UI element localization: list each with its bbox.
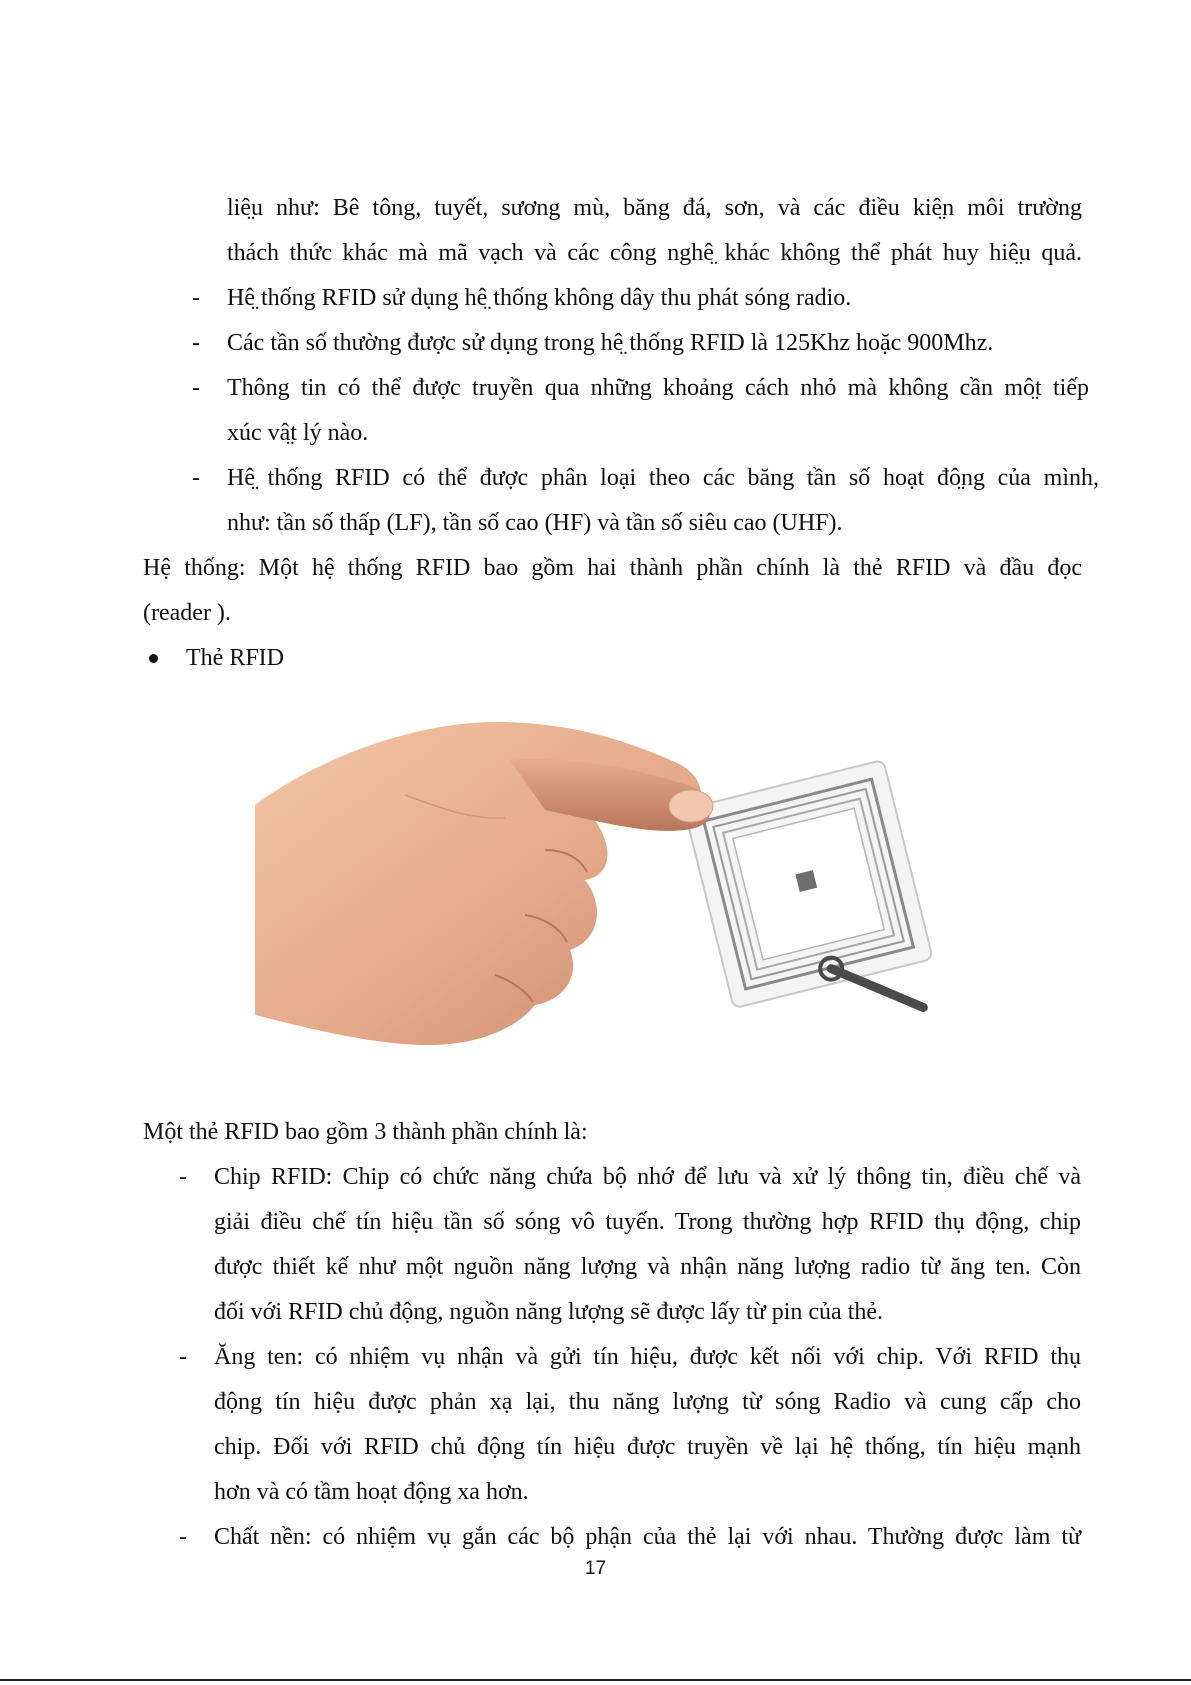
list-item-text: Các tần số thường được sử dụng trong hê̤ thống RFID là 125Khz hoặc 900Mhz. xyxy=(227,330,994,356)
list-dash: - xyxy=(192,375,200,401)
list-item-text: Chất nền: có nhiệm vụ gắn các bộ phận của thẻ lại với nhau. Thường được làm từ xyxy=(214,1524,1081,1550)
list-item-text: giải điều chế tín hiệu tần số sóng vô tuyến. Trong thường hợp RFID thụ động, chip xyxy=(214,1209,1081,1235)
text-line: liê̤u như: Bê tông, tuyết, sương mù, băng đá, sơn, và các điều kiê̤n môi trường xyxy=(227,195,1082,221)
list-item-text: hơn và có tầm hoạt động xa hơn. xyxy=(214,1479,529,1505)
list-dash: - xyxy=(192,285,200,311)
paragraph-line: (reader ). xyxy=(143,600,231,626)
list-dash: - xyxy=(179,1164,187,1190)
hand-holding-rfid-tag-icon xyxy=(255,700,935,1078)
list-item-text: như: tần số thấp (LF), tần số cao (HF) và tần số siêu cao (UHF). xyxy=(227,510,843,536)
list-item-text: Ăng ten: có nhiệm vụ nhận và gửi tín hiệu, được kết nối với chip. Với RFID thụ xyxy=(214,1344,1081,1370)
list-item-text: Hê̤ thống RFID có thể được phân loại theo các băng tần số hoạt đô̤ng của mình, xyxy=(227,465,1099,491)
paragraph-line: Một thẻ RFID bao gồm 3 thành phần chính là: xyxy=(143,1119,588,1145)
list-item-text: Chip RFID: Chip có chức năng chứa bộ nhớ để lưu và xử lý thông tin, điều chế và xyxy=(214,1164,1081,1190)
bullet-item-text: Thẻ RFID xyxy=(186,645,284,671)
list-item-text: được thiết kế như một nguồn năng lượng và nhận năng lượng radio từ ăng ten. Còn xyxy=(214,1254,1081,1280)
rfid-tag-photo xyxy=(255,700,935,1078)
bullet-icon xyxy=(149,654,158,663)
footer-divider xyxy=(0,1679,1191,1681)
list-item-text: động tín hiệu được phản xạ lại, thu năng lượng từ sóng Radio và cung cấp cho xyxy=(214,1389,1081,1415)
list-dash: - xyxy=(192,330,200,356)
text-line: thách thức khác mà mã vạch và các công nghê̤ khác không thể phát huy hiê̤u quả. xyxy=(227,240,1082,266)
page-number: 17 xyxy=(584,1558,607,1579)
list-item-text: Hê̤ thống RFID sử dụng hê̤ thống không dây thu phát sóng radio. xyxy=(227,285,852,311)
list-item-text: xúc vâ̤t lý nào. xyxy=(227,420,369,446)
list-item-text: đối với RFID chủ động, nguồn năng lượng sẽ được lấy từ pin của thẻ. xyxy=(214,1299,884,1325)
list-dash: - xyxy=(192,465,200,491)
list-item-text: chip. Đối với RFID chủ động tín hiệu được truyền về lại hệ thống, tín hiệu mạnh xyxy=(214,1434,1081,1460)
list-item-text: Thông tin có thể được truyền qua những khoảng cách nhỏ mà không cần mô̤t tiếp xyxy=(227,375,1089,401)
list-dash: - xyxy=(179,1344,187,1370)
list-dash: - xyxy=(179,1524,187,1550)
paragraph-line: Hệ thống: Một hệ thống RFID bao gồm hai thành phần chính là thẻ RFID và đầu đọc xyxy=(143,555,1082,581)
